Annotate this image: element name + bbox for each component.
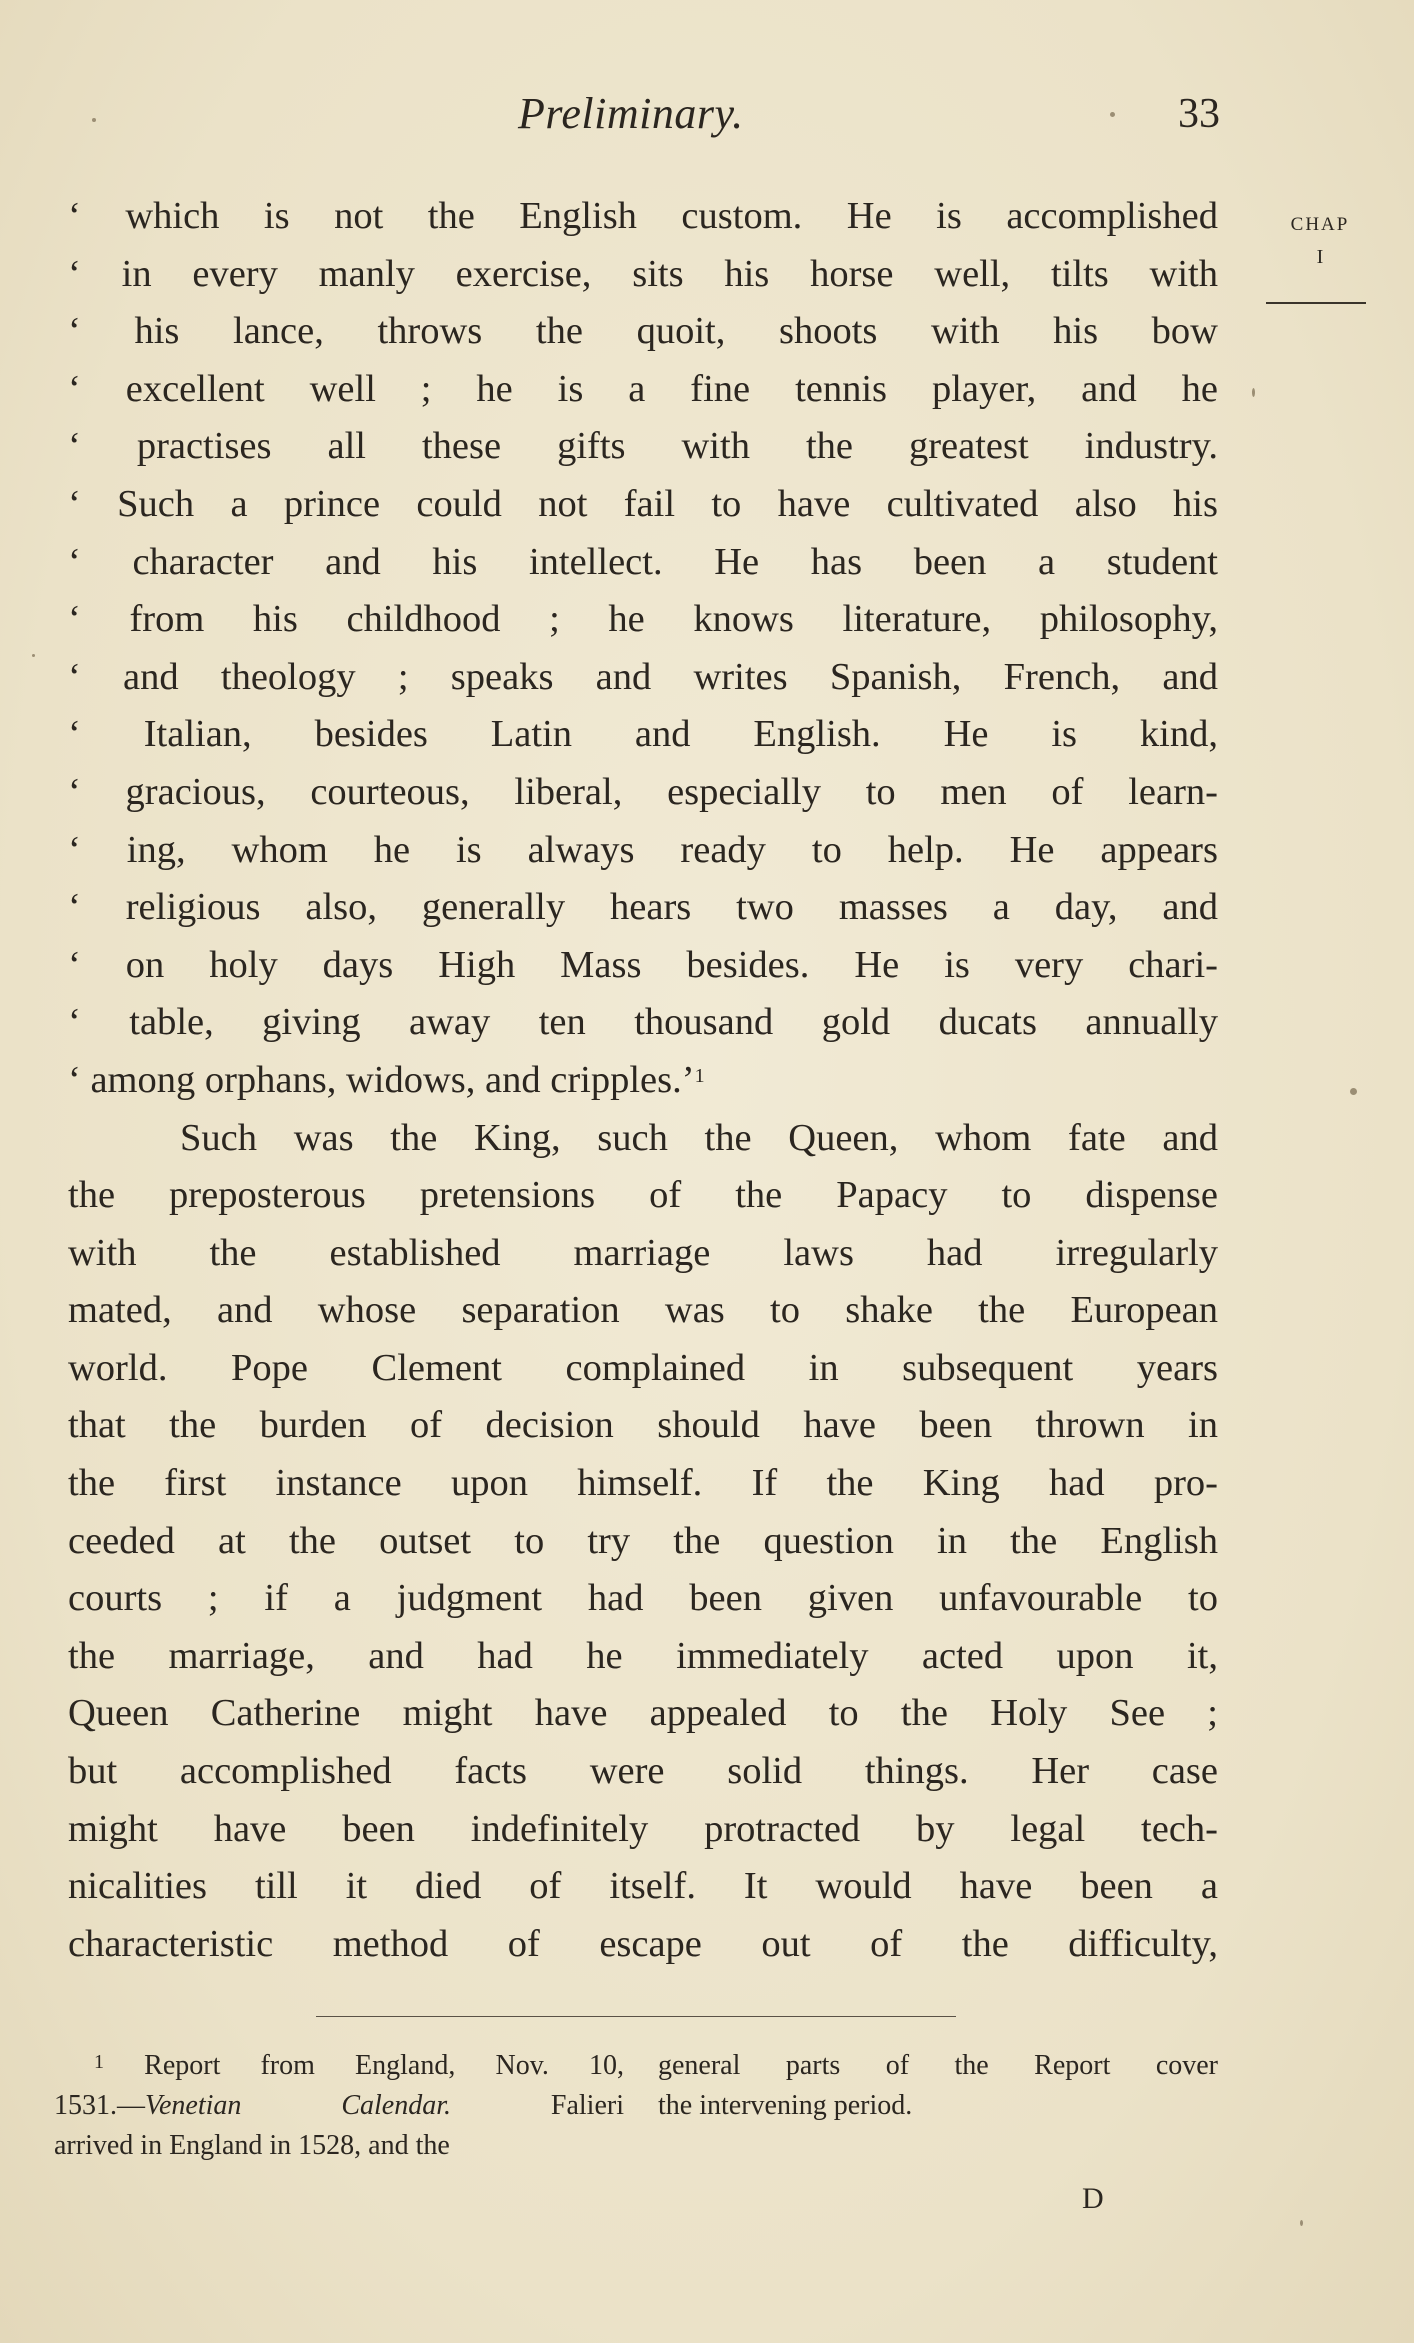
text-line: ‘ table, giving away ten thousand gold ducats annually <box>68 1001 1218 1044</box>
text-line: ‘ character and his intellect. He has been a student <box>68 540 1218 583</box>
chapter-number: I <box>1316 246 1324 268</box>
page-number: 33 <box>1178 91 1220 137</box>
chapter-marginal-note <box>1272 214 1368 269</box>
text-line: mated, and whose separation was to shake the European <box>68 1289 1218 1332</box>
footnote-marker: 1 <box>94 2051 104 2073</box>
text-line: ‘ which is not the English custom. He is accomplished <box>68 195 1218 237</box>
text-line-with-footnote <box>68 1052 1218 1110</box>
signature-mark: D <box>1082 2182 1104 2215</box>
text-line: ‘ from his childhood ; he knows literature, philosophy, <box>68 598 1218 641</box>
running-head <box>0 88 1414 148</box>
text-line: ‘ among orphans, widows, and cripples.’ <box>68 1058 695 1101</box>
text-line: ‘ Italian, besides Latin and English. He is kind, <box>68 713 1218 756</box>
text-line: ‘ excellent well ; he is a fine tennis player, and he <box>68 367 1218 410</box>
paper-speck <box>1300 2220 1303 2226</box>
paper-speck <box>32 654 35 657</box>
text-line: ‘ in every manly exercise, sits his horse well, tilts with <box>68 252 1218 295</box>
text-line: the marriage, and had he immediately acted upon it, <box>68 1634 1218 1677</box>
text-line: ‘ his lance, throws the quoit, shoots with his bow <box>68 310 1218 353</box>
text-line: courts ; if a judgment had been given unfavourable to <box>68 1577 1218 1620</box>
chapter-label: CHAP <box>1290 214 1350 235</box>
footnote-line: the intervening period. <box>658 2090 913 2121</box>
text-line: characteristic method of escape out of the difficulty, <box>68 1922 1218 1965</box>
text-line: world. Pope Clement complained in subsequent years <box>68 1346 1218 1389</box>
text-line: the preposterous pretensions of the Papacy to dispense <box>68 1174 1218 1217</box>
paragraph-first-line: Such was the King, such the Queen, whom fate and <box>180 1116 1218 1159</box>
text-line: Queen Catherine might have appealed to the Holy See ; <box>68 1692 1218 1735</box>
footnote-line: 1531.—Venetian Calendar. Falieri <box>54 2090 624 2121</box>
text-line: ceeded at the outset to try the question in the English <box>68 1519 1218 1562</box>
text-line: might have been indefinitely protracted by legal tech- <box>68 1807 1218 1850</box>
footnote-line: general parts of the Report cover <box>658 2050 1218 2081</box>
text-line: ‘ ing, whom he is always ready to help. He appears <box>68 828 1218 871</box>
text-line: ‘ on holy days High Mass besides. He is very chari- <box>68 943 1218 986</box>
footnote-reference[interactable]: 1 <box>694 1064 705 1087</box>
paper-speck <box>1252 388 1255 397</box>
paper-speck <box>92 118 96 122</box>
footnote-line: arrived in England in 1528, and the <box>54 2130 450 2161</box>
text-line: ‘ gracious, courteous, liberal, especially to men of learn- <box>68 770 1218 813</box>
body-text <box>68 188 1218 1973</box>
text-line: the first instance upon himself. If the King had pro- <box>68 1462 1218 1505</box>
text-line: that the burden of decision should have been thrown in <box>68 1404 1218 1447</box>
chapter-rule <box>1266 302 1366 304</box>
footnote-rule <box>316 2016 956 2017</box>
text-line: ‘ practises all these gifts with the greatest industry. <box>68 425 1218 468</box>
text-line: with the established marriage laws had irregularly <box>68 1231 1218 1274</box>
text-line: ‘ religious also, generally hears two masses a day, and <box>68 886 1218 929</box>
text-line: ‘ and theology ; speaks and writes Spanish, French, and <box>68 655 1218 698</box>
footnote-line: $^1$ Report from England, Nov. 10, <box>94 2050 625 2081</box>
footnote-source-title: Venetian Calendar. <box>145 2090 451 2121</box>
text-line: ‘ Such a prince could not fail to have cultivated also his <box>68 482 1218 525</box>
paper-speck <box>1350 1088 1357 1095</box>
footnote-column-left <box>54 2046 624 2166</box>
running-title: Preliminary. <box>518 89 744 138</box>
text-line: but accomplished facts were solid things. Her case <box>68 1750 1218 1793</box>
footnote-column-right <box>658 2046 1218 2126</box>
text-line: nicalities till it died of itself. It would have been a <box>68 1865 1218 1908</box>
paper-speck <box>1110 112 1115 117</box>
